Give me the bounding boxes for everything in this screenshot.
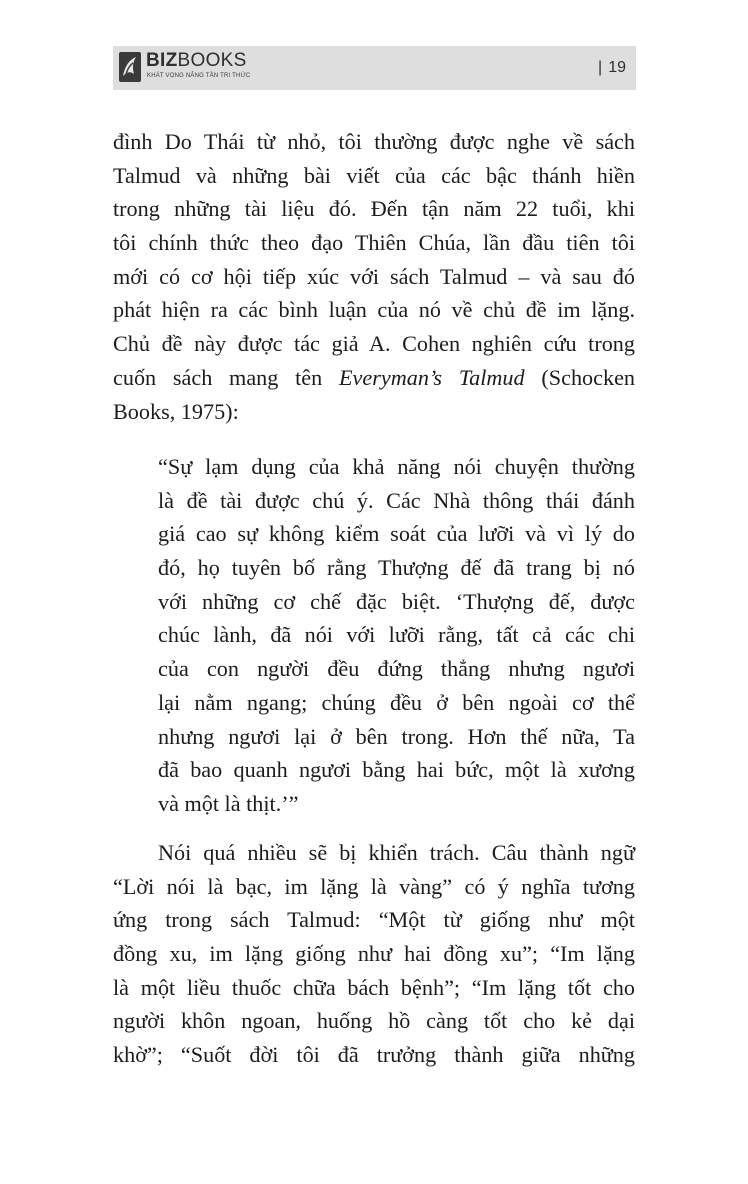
quote-line: và một là thịt.’”: [158, 790, 299, 816]
quote-line: nhưng ngươi lại ở bên trong. Hơn thế nữa, Ta: [158, 723, 635, 749]
text-line: đình Do Thái từ nhỏ, tôi thường được nghe về sách: [113, 129, 635, 154]
text-line: là một liều thuốc chữa bách bệnh”; “Im lặng tốt cho: [113, 974, 635, 1000]
quote-line: chúc lành, đã nói với lưỡi rằng, tất cả các chi: [158, 622, 635, 648]
brand-name: BIZBOOKS: [146, 50, 247, 71]
page-number-separator: |: [598, 59, 603, 76]
text-line: ứng trong sách Talmud: “Một từ giống như một: [113, 907, 635, 933]
quote-line: của con người đều đứng thẳng nhưng ngươi: [158, 656, 635, 682]
book-title: Everyman’s Talmud: [338, 364, 525, 390]
brand-tagline: KHÁT VỌNG NÂNG TẦN TRI THỨC: [147, 73, 251, 79]
text-line: mới có cơ hội tiếp xúc với sách Talmud – và sau đó: [113, 263, 635, 289]
quote-line: với những cơ chế đặc biệt. ‘Thượng đế, được: [158, 588, 635, 614]
page-number: [598, 59, 626, 77]
quote-line: là đề tài được chú ý. Các Nhà thông thái đánh: [158, 487, 635, 513]
bizbooks-logo-icon: [119, 52, 141, 82]
page-header: [113, 46, 636, 90]
paragraph-2: [113, 836, 635, 1072]
quote-line: đã bao quanh ngươi bằng hai bức, một là xương: [158, 757, 635, 783]
text-line: phát hiện ra các bình luận của nó về chủ đề im lặng.: [113, 297, 635, 323]
text-line: khờ”; “Suốt đời tôi đã trưởng thành giữa những: [113, 1042, 635, 1068]
text-line-with-book-title: cuốn sách mang tên Everyman’s Talmud (Schocken: [113, 364, 636, 390]
text-line: “Lời nói là bạc, im lặng là vàng” có ý nghĩa tương: [113, 873, 635, 899]
text-line: Books, 1975):: [113, 398, 239, 424]
page-number-value: 19: [608, 59, 626, 76]
text-line: Nói quá nhiều sẽ bị khiển trách. Câu thành ngữ: [158, 840, 635, 865]
text-line: tôi chính thức theo đạo Thiên Chúa, lần đầu tiên tôi: [113, 230, 635, 256]
text-line: Chủ đề này được tác giả A. Cohen nghiên cứu trong: [113, 331, 635, 357]
quote-line: đó, họ tuyên bố rằng Thượng đế đã trang bị nó: [158, 555, 635, 581]
text-line: người khôn ngoan, huống hồ càng tốt cho kẻ dại: [113, 1008, 635, 1034]
quote-line: “Sự lạm dụng của khả năng nói chuyện thường: [158, 454, 635, 479]
quote-line: lại nằm ngang; chúng đều ở bên ngoài cơ thể: [158, 689, 635, 715]
paragraph-1: [113, 125, 635, 428]
text-line: đồng xu, im lặng giống như hai đồng xu”; “Im lặng: [113, 941, 635, 967]
text-line: trong những tài liệu đó. Đến tận năm 22 tuổi, khi: [113, 196, 635, 222]
text-line: Talmud và những bài viết của các bậc thánh hiền: [113, 162, 635, 188]
block-quote: [158, 450, 635, 821]
quote-line: giá cao sự không kiểm soát của lưỡi và vì lý do: [158, 521, 635, 547]
